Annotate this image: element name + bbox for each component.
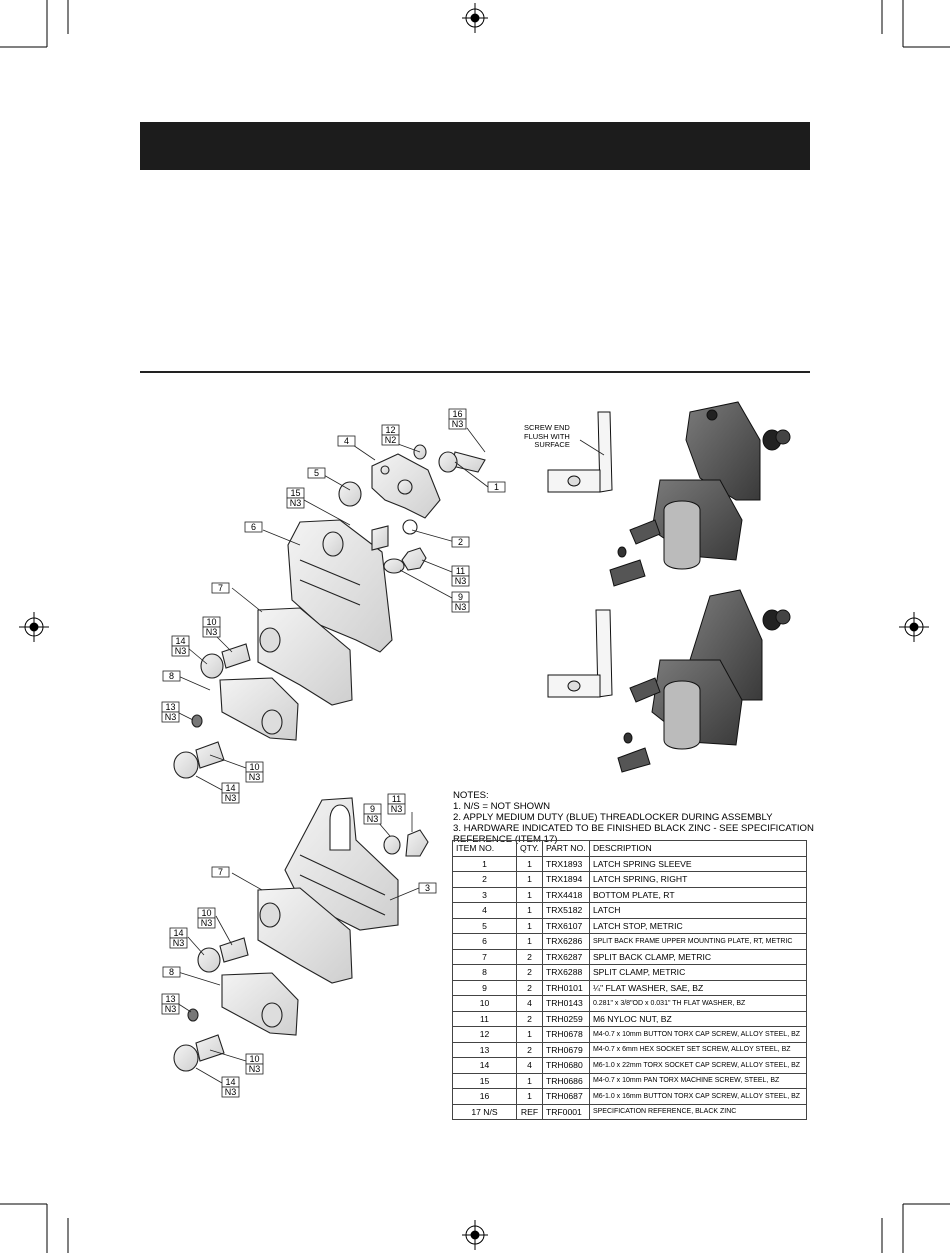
callout-note-ref: N3	[205, 627, 218, 638]
callout-number: 16	[452, 409, 463, 420]
bom-qty: 1	[517, 872, 543, 888]
callout-number: 3	[424, 883, 431, 894]
callout-note-ref: N3	[248, 772, 261, 783]
callout-note-ref: N3	[164, 712, 177, 723]
bom-qty: 1	[517, 1073, 543, 1089]
part-callout	[246, 762, 263, 782]
notes-line: REFERENCE (ITEM 17)	[453, 834, 558, 845]
bom-qty: 4	[517, 996, 543, 1012]
bom-item-no: 13	[453, 1042, 517, 1058]
callout-number: 14	[225, 1077, 236, 1088]
bom-qty: 1	[517, 887, 543, 903]
bom-item-no: 9	[453, 980, 517, 996]
callout-number: 10	[201, 908, 212, 919]
bom-header-part: PART NO.	[542, 841, 589, 857]
bom-header-row	[453, 841, 807, 857]
bom-description: M4-0.7 x 10mm PAN TORX MACHINE SCREW, STEEL, BZ	[589, 1073, 806, 1089]
part-callout	[452, 537, 469, 547]
callout-number: 5	[313, 468, 320, 479]
bom-description: M6-1.0 x 22mm TORX SOCKET CAP SCREW, ALLOY STEEL, BZ	[589, 1058, 806, 1074]
callout-note-ref: N3	[366, 814, 379, 825]
part-callout	[170, 928, 187, 948]
part-callout	[163, 671, 180, 681]
bom-qty: 1	[517, 1089, 543, 1105]
callout-note-ref: N3	[172, 938, 185, 949]
callout-number: 12	[385, 425, 396, 436]
part-callout	[449, 409, 466, 429]
table-row	[453, 856, 807, 872]
bom-description: M4-0.7 x 10mm BUTTON TORX CAP SCREW, ALLOY STEEL, BZ	[589, 1027, 806, 1043]
bom-description: SPLIT BACK FRAME UPPER MOUNTING PLATE, RT, METRIC	[589, 934, 806, 950]
part-callout	[245, 522, 262, 532]
bom-description: LATCH SPRING, RIGHT	[589, 872, 806, 888]
callout-number: 8	[168, 967, 175, 978]
bom-description: 0.281" x 3/8"OD x 0.031" TH FLAT WASHER, BZ	[589, 996, 806, 1012]
bom-header-item: ITEM NO.	[453, 841, 517, 857]
table-row	[453, 1042, 807, 1058]
table-row	[453, 996, 807, 1012]
bom-qty: 1	[517, 1027, 543, 1043]
part-callout	[162, 994, 179, 1014]
part-callout	[488, 482, 505, 492]
notes-title: NOTES:	[453, 790, 489, 801]
callout-number: 11	[391, 794, 402, 805]
callout-note-ref: N3	[224, 793, 237, 804]
callout-note-ref: N3	[289, 498, 302, 509]
screw-note-line: SURFACE	[534, 440, 570, 449]
bom-item-no: 15	[453, 1073, 517, 1089]
bom-item-no: 10	[453, 996, 517, 1012]
callout-number: 9	[369, 804, 376, 815]
callout-note-ref: N3	[224, 1087, 237, 1098]
callout-number: 14	[225, 783, 236, 794]
bom-part-no: TRH0678	[542, 1027, 589, 1043]
notes-line: 1. N/S = NOT SHOWN	[453, 801, 551, 812]
bom-description: M6 NYLOC NUT, BZ	[589, 1011, 806, 1027]
part-callout	[212, 583, 229, 593]
callout-note-ref: N3	[454, 576, 467, 587]
bom-part-no: TRH0679	[542, 1042, 589, 1058]
bom-item-no: 2	[453, 872, 517, 888]
screw-note-line: FLUSH WITH	[524, 431, 570, 441]
table-row	[453, 934, 807, 950]
bom-part-no: TRX4418	[542, 887, 589, 903]
callout-number: 10	[206, 617, 217, 628]
assembly-notes	[453, 790, 814, 845]
bom-header-qty: QTY.	[517, 841, 543, 857]
bom-part-no: TRH0259	[542, 1011, 589, 1027]
bom-description: M4-0.7 x 6mm HEX SOCKET SET SCREW, ALLOY STEEL, BZ	[589, 1042, 806, 1058]
part-callout	[163, 967, 180, 977]
table-row	[453, 949, 807, 965]
table-row	[453, 1058, 807, 1074]
callout-number: 14	[173, 928, 184, 939]
callout-number: 14	[175, 636, 186, 647]
bom-part-no: TRX6288	[542, 965, 589, 981]
part-callout	[222, 783, 239, 803]
bom-part-no: TRX5182	[542, 903, 589, 919]
bom-qty: 2	[517, 1042, 543, 1058]
bom-item-no: 3	[453, 887, 517, 903]
table-row	[453, 980, 807, 996]
callout-note-ref: N3	[200, 918, 213, 929]
callout-number: 13	[165, 702, 176, 713]
bom-description: LATCH	[589, 903, 806, 919]
bom-item-no: 5	[453, 918, 517, 934]
bom-qty: 1	[517, 934, 543, 950]
bom-item-no: 17 N/S	[453, 1104, 517, 1120]
bom-item-no: 11	[453, 1011, 517, 1027]
screw-end-note	[524, 424, 570, 450]
callout-number: 15	[290, 488, 301, 499]
part-callout	[162, 702, 179, 722]
part-callout	[222, 1077, 239, 1097]
bom-qty: 2	[517, 949, 543, 965]
table-row	[453, 1073, 807, 1089]
bom-qty: 2	[517, 980, 543, 996]
bom-part-no: TRH0680	[542, 1058, 589, 1074]
bom-part-no: TRH0687	[542, 1089, 589, 1105]
bom-part-no: TRH0101	[542, 980, 589, 996]
part-callout	[172, 636, 189, 656]
bom-item-no: 12	[453, 1027, 517, 1043]
notes-line: 3. HARDWARE INDICATED TO BE FINISHED BLACK ZINC - SEE SPECIFICATION	[453, 823, 814, 834]
bom-part-no: TRX1894	[542, 872, 589, 888]
bom-item-no: 4	[453, 903, 517, 919]
table-row	[453, 965, 807, 981]
part-callout	[203, 617, 220, 637]
table-row	[453, 918, 807, 934]
screw-note-line: SCREW END	[524, 423, 570, 432]
callout-note-ref: N3	[390, 804, 403, 815]
bom-description: SPLIT CLAMP, METRIC	[589, 965, 806, 981]
bom-qty: 4	[517, 1058, 543, 1074]
callout-note-ref: N2	[384, 435, 397, 446]
callout-number: 13	[165, 994, 176, 1005]
table-row	[453, 1027, 807, 1043]
callout-number: 8	[168, 671, 175, 682]
callout-note-ref: N3	[174, 646, 187, 657]
bom-part-no: TRX6107	[542, 918, 589, 934]
bom-part-no: TRX6287	[542, 949, 589, 965]
callout-number: 10	[249, 1054, 260, 1065]
table-row	[453, 1011, 807, 1027]
table-row	[453, 887, 807, 903]
bom-item-no: 8	[453, 965, 517, 981]
bom-description: BOTTOM PLATE, RT	[589, 887, 806, 903]
part-callout	[419, 883, 436, 893]
bom-qty: REF	[517, 1104, 543, 1120]
part-callout	[212, 867, 229, 877]
bom-part-no: TRH0686	[542, 1073, 589, 1089]
part-callout	[287, 488, 304, 508]
callout-number: 9	[457, 592, 464, 603]
bom-qty: 1	[517, 903, 543, 919]
table-row	[453, 872, 807, 888]
bom-part-no: TRX6286	[542, 934, 589, 950]
bom-description: M6-1.0 x 16mm BUTTON TORX CAP SCREW, ALLOY STEEL, BZ	[589, 1089, 806, 1105]
part-callout	[388, 794, 405, 814]
part-callout	[452, 592, 469, 612]
part-callout	[364, 804, 381, 824]
bom-part-no: TRH0143	[542, 996, 589, 1012]
callout-number: 7	[217, 583, 224, 594]
callout-note-ref: N3	[451, 419, 464, 430]
bom-description: ¼" FLAT WASHER, SAE, BZ	[589, 980, 806, 996]
callout-number: 6	[250, 522, 257, 533]
callout-number: 7	[217, 867, 224, 878]
bom-description: LATCH SPRING SLEEVE	[589, 856, 806, 872]
bill-of-materials-table	[452, 840, 807, 1120]
part-callout	[452, 566, 469, 586]
bom-item-no: 7	[453, 949, 517, 965]
bom-item-no: 14	[453, 1058, 517, 1074]
bom-header-description: DESCRIPTION	[589, 841, 806, 857]
table-row	[453, 1089, 807, 1105]
bom-description: SPECIFICATION REFERENCE, BLACK ZINC	[589, 1104, 806, 1120]
callout-number: 2	[457, 537, 464, 548]
bom-part-no: TRX1893	[542, 856, 589, 872]
bom-description: LATCH STOP, METRIC	[589, 918, 806, 934]
bom-qty: 1	[517, 856, 543, 872]
callout-number: 10	[249, 762, 260, 773]
bom-item-no: 16	[453, 1089, 517, 1105]
bom-description: SPLIT BACK CLAMP, METRIC	[589, 949, 806, 965]
callout-note-ref: N3	[248, 1064, 261, 1075]
notes-line: 2. APPLY MEDIUM DUTY (BLUE) THREADLOCKER DURING ASSEMBLY	[453, 812, 773, 823]
table-row	[453, 1104, 807, 1120]
bom-qty: 2	[517, 965, 543, 981]
part-callout	[246, 1054, 263, 1074]
callout-number: 11	[455, 566, 466, 577]
table-row	[453, 903, 807, 919]
bom-item-no: 6	[453, 934, 517, 950]
bom-qty: 2	[517, 1011, 543, 1027]
part-callout	[338, 436, 355, 446]
part-callout	[198, 908, 215, 928]
bom-qty: 1	[517, 918, 543, 934]
callout-number: 4	[343, 436, 350, 447]
bom-part-no: TRF0001	[542, 1104, 589, 1120]
callout-note-ref: N3	[454, 602, 467, 613]
callout-note-ref: N3	[164, 1004, 177, 1015]
part-callout	[382, 425, 399, 445]
callout-number: 1	[493, 482, 500, 493]
part-callout	[308, 468, 325, 478]
bom-item-no: 1	[453, 856, 517, 872]
